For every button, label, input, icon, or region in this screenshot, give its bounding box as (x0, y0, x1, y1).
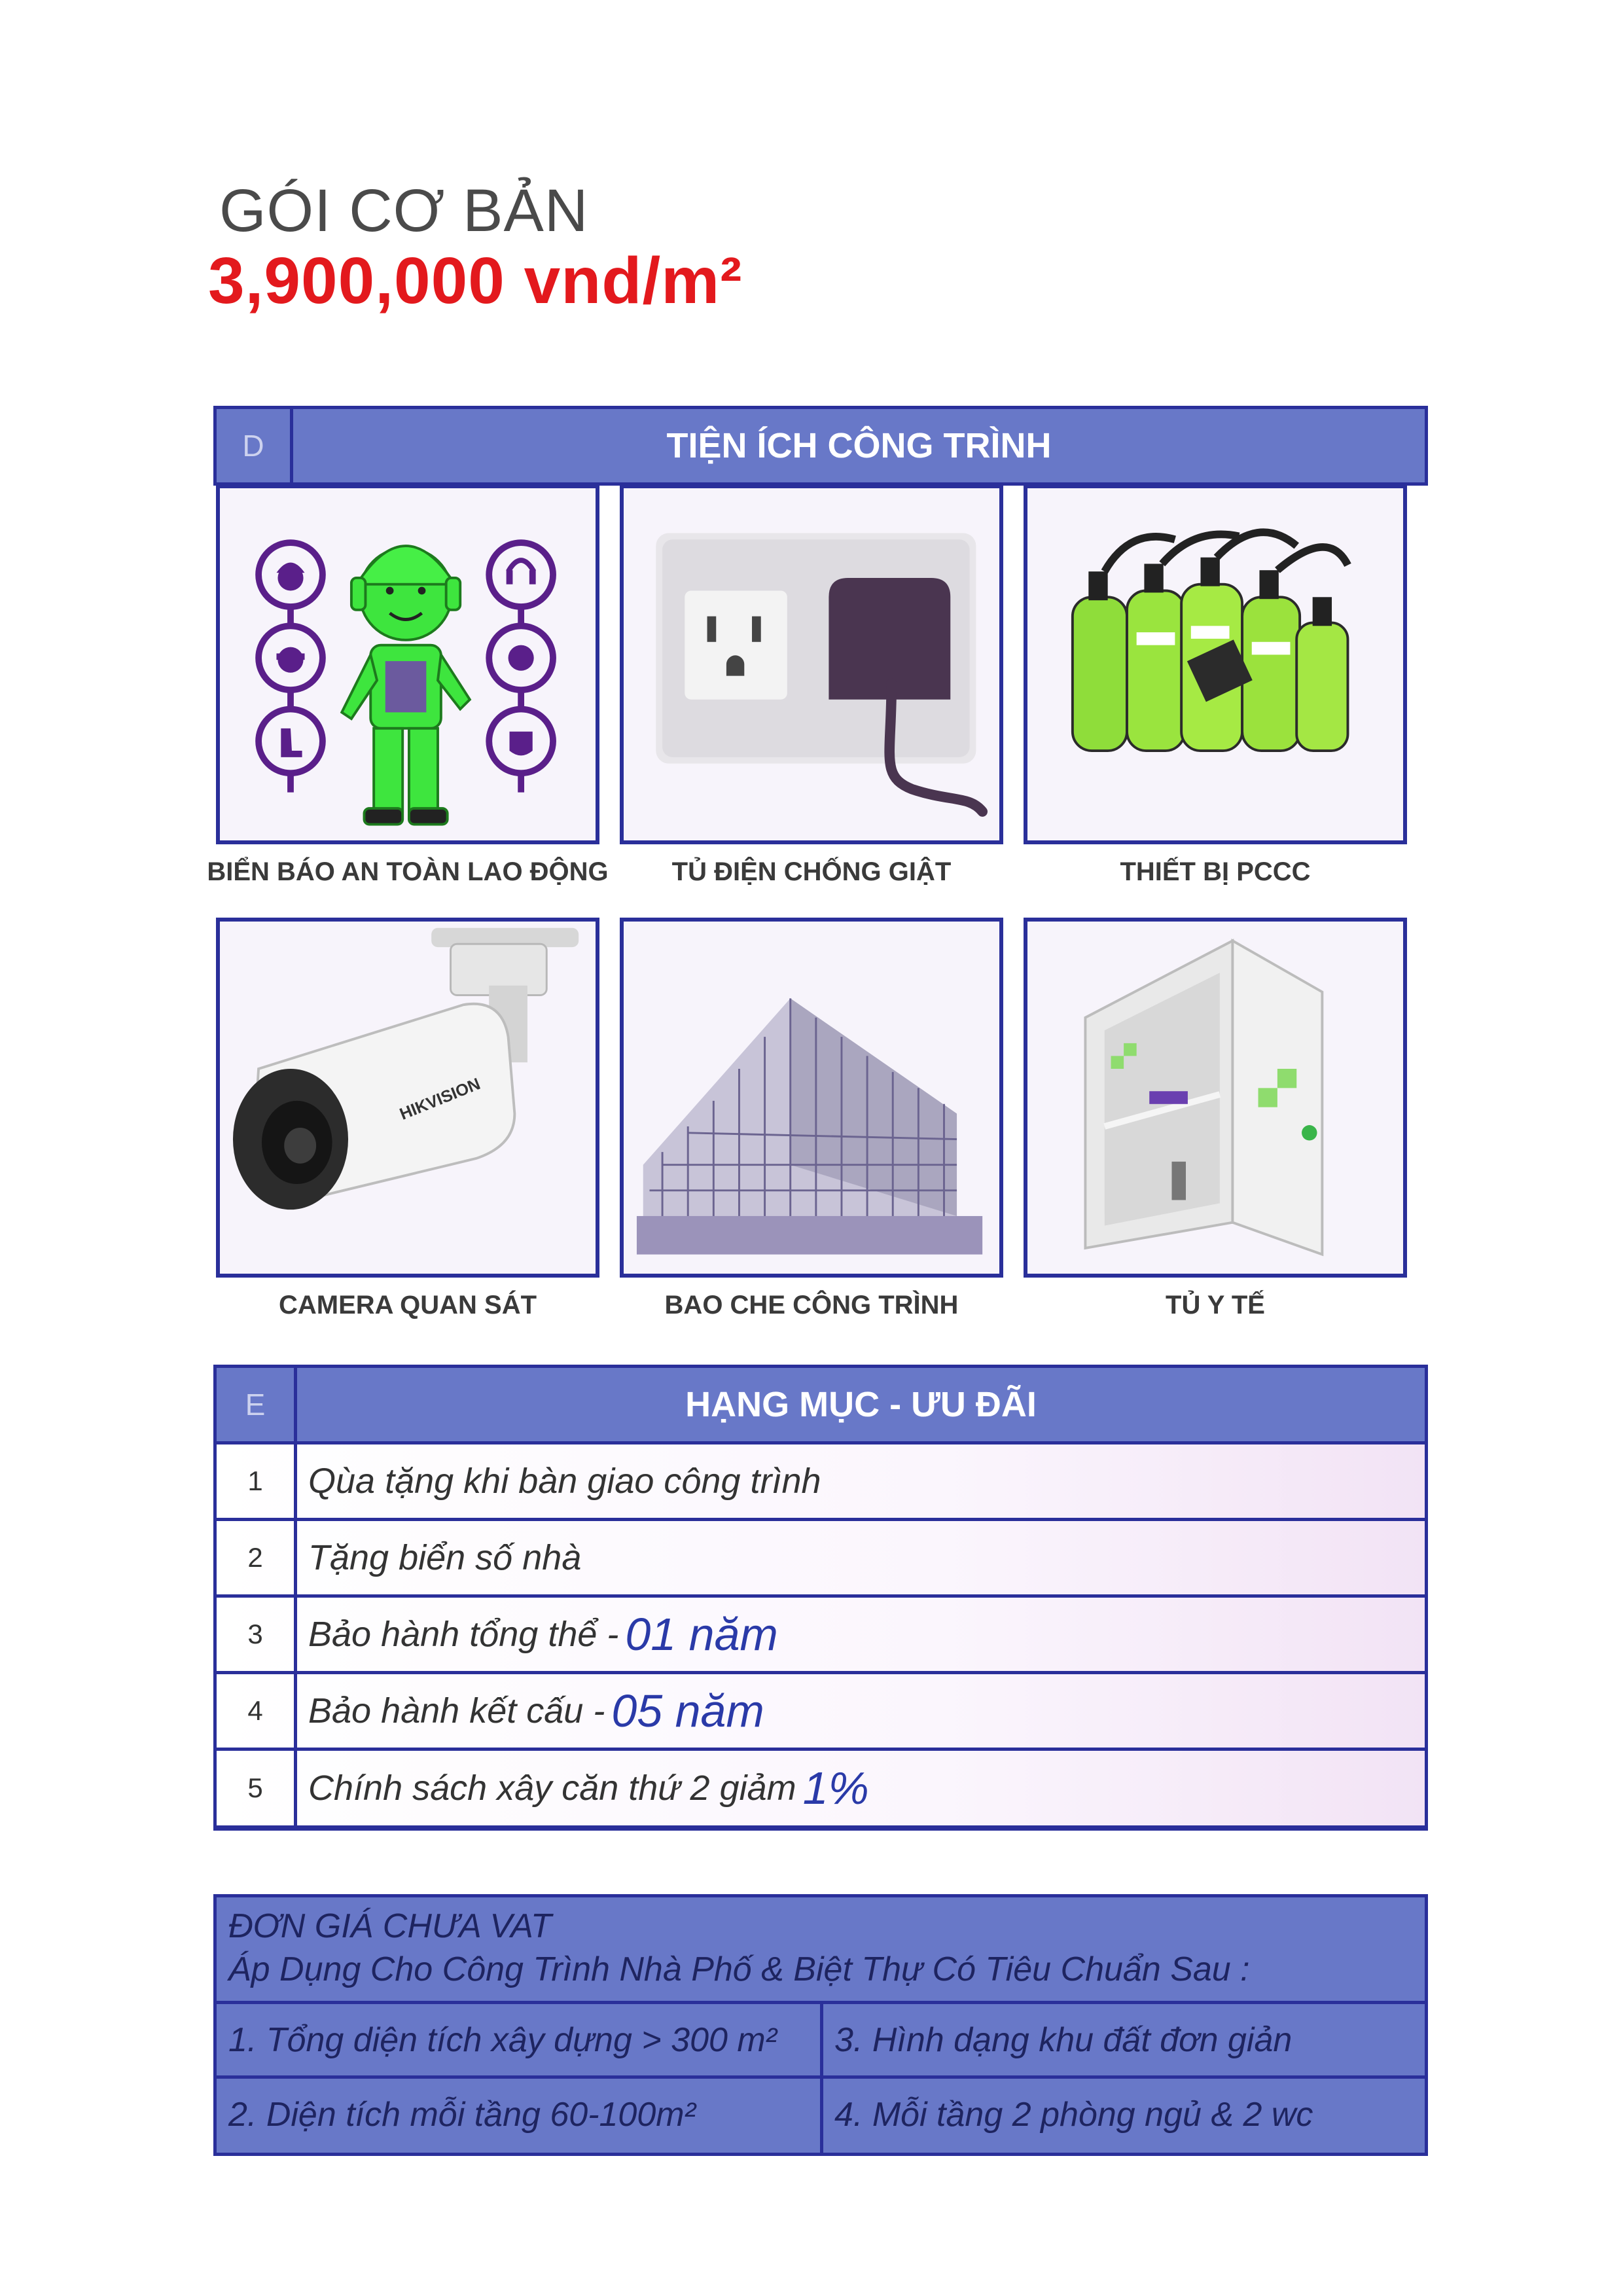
row-highlight: 05 năm (611, 1685, 764, 1736)
row-text: Bảo hành kết cấu - 05 năm (308, 1685, 764, 1736)
row-text: Qùa tặng khi bàn giao công trình (308, 1462, 821, 1501)
row-text: Chính sách xây căn thứ 2 giảm 1% (308, 1763, 869, 1814)
conditions-box (213, 1894, 1428, 2156)
row-number: 2 (217, 1521, 297, 1594)
row-number: 4 (217, 1674, 297, 1748)
tile-medical-cabinet (1024, 918, 1407, 1278)
row-highlight: 01 năm (625, 1609, 778, 1660)
section-code: D (217, 409, 293, 482)
tile-safety-signs (216, 484, 599, 844)
condition-cell: 4. Mỗi tầng 2 phòng ngủ & 2 wc (834, 2096, 1313, 2134)
conditions-intro: Áp Dụng Cho Công Trình Nhà Phố & Biệt Thự Có Tiêu Chuẩn Sau : (228, 1950, 1250, 1988)
building-construction-icon (624, 922, 999, 1274)
caption-fire-equipment: THIẾT BỊ PCCC (1120, 857, 1311, 886)
tile-electrical (620, 484, 1003, 844)
section-title: HẠNG MỤC - ƯU ĐÃI (685, 1385, 1037, 1424)
section-e-header (213, 1365, 1428, 1444)
condition-cell: 2. Diện tích mỗi tầng 60-100m² (228, 2096, 696, 2134)
camera-brand-text: HIKVISION (397, 1075, 483, 1124)
vat-note: ĐƠN GIÁ CHƯA VAT (228, 1907, 552, 1945)
caption-electrical: TỦ ĐIỆN CHỐNG GIẬT (671, 857, 952, 886)
condition-cell: 3. Hình dạng khu đất đơn giản (834, 2021, 1293, 2059)
power-outlet-icon (624, 488, 999, 840)
caption-medical-cabinet: TỦ Y TẾ (1166, 1291, 1265, 1319)
table-row (213, 1521, 1428, 1598)
package-title: GÓI CƠ BẢN (219, 177, 589, 244)
section-d-header (213, 406, 1428, 486)
section-code: E (217, 1368, 297, 1441)
row-number: 3 (217, 1598, 297, 1671)
table-row (213, 1598, 1428, 1674)
security-camera-icon (220, 922, 596, 1274)
section-title: TIỆN ÍCH CÔNG TRÌNH (666, 426, 1052, 465)
condition-cell: 1. Tổng diện tích xây dựng > 300 m² (228, 2021, 777, 2059)
safety-worker-icon (220, 488, 596, 840)
tile-building-cover (620, 918, 1003, 1278)
caption-building-cover: BAO CHE CÔNG TRÌNH (664, 1291, 959, 1319)
table-row (213, 1444, 1428, 1521)
medical-cabinet-icon (1027, 922, 1403, 1274)
row-number: 5 (217, 1751, 297, 1825)
row-highlight: 1% (802, 1763, 869, 1814)
row-text: Tặng biển số nhà (308, 1538, 582, 1577)
fire-extinguisher-icon (1027, 488, 1403, 840)
table-row (213, 1674, 1428, 1751)
caption-safety-signs: BIỂN BÁO AN TOÀN LAO ĐỘNG (207, 857, 609, 886)
package-price: 3,900,000 vnd/m² (208, 244, 743, 317)
table-row (213, 1751, 1428, 1831)
caption-camera: CAMERA QUAN SÁT (278, 1291, 537, 1319)
tile-camera (216, 918, 599, 1278)
row-text: Bảo hành tổng thể - 01 năm (308, 1609, 778, 1660)
row-number: 1 (217, 1444, 297, 1518)
tile-fire-equipment (1024, 484, 1407, 844)
